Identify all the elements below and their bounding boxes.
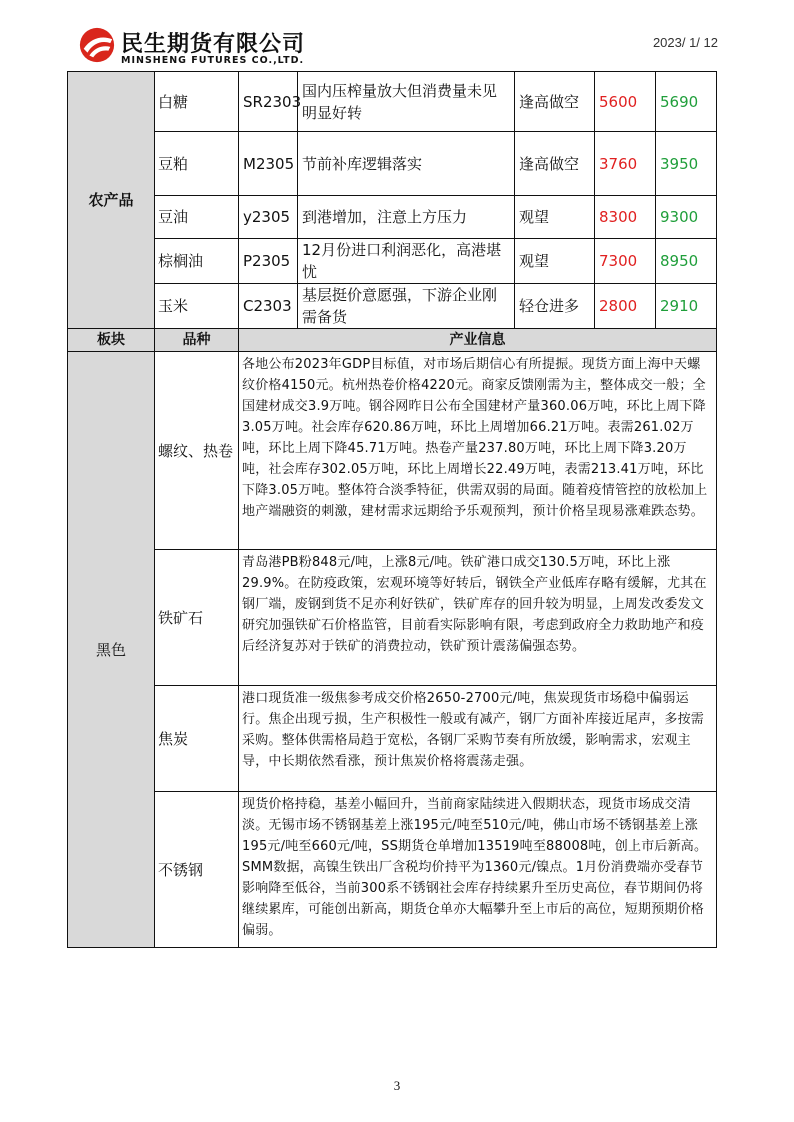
- variety-cell: 豆粕: [155, 132, 239, 196]
- table-row: [68, 352, 717, 550]
- page-header: [0, 0, 794, 72]
- header-sector: 板块: [68, 329, 155, 352]
- strategy-table: [67, 71, 717, 948]
- strategy-cell: 轻仓进多: [515, 284, 595, 329]
- table-row: [68, 72, 717, 132]
- page-number: 3: [393, 1078, 401, 1093]
- sector-cell-black: 黑色: [68, 352, 155, 948]
- price-high: 3950: [656, 132, 717, 196]
- strategy-cell: 逢高做空: [515, 72, 595, 132]
- strategy-cell: 观望: [515, 196, 595, 239]
- variety-cell: 不锈钢: [155, 792, 239, 948]
- header-variety: 品种: [155, 329, 239, 352]
- minsheng-logo-icon: [78, 26, 116, 64]
- contract-code: M2305: [239, 132, 298, 196]
- variety-cell: 螺纹、热卷: [155, 352, 239, 550]
- logic-cell: 节前补库逻辑落实: [298, 132, 515, 196]
- report-date: 2023/ 1/ 12: [652, 35, 718, 50]
- info-cell: 各地公布2023年GDP目标值，对市场后期信心有所提振。现货方面上海中天螺纹价格4150元。杭州热卷价格4220元。商家反馈刚需为主，整体成交一般；全国建材成交3.9万吨。钢谷网昨日公布全国建材产量360.06万吨，环比上周下降3.05万吨。社会库存620.86万吨，环比上周增加66.21万吨。表需261.02万吨，环比上周下降45.71万吨。热卷产量237.80万吨，环比上周下降3.20万吨，社会库存302.05万吨，环比上周增长22.49万吨，表需213.41万吨，环比下降3.05万吨。整体符合淡季特征，供需双弱的局面。随着疫情管控的放松加上地产端融资的刺激，建材需求远期给予乐观预判，预计价格呈现易涨难跌态势。: [239, 352, 717, 550]
- table-row: [68, 284, 717, 329]
- variety-cell: 玉米: [155, 284, 239, 329]
- brand-name-en: MINSHENG FUTURES CO.,LTD.: [121, 55, 305, 66]
- variety-cell: 豆油: [155, 196, 239, 239]
- price-low: 8300: [595, 196, 656, 239]
- variety-cell: 棕榈油: [155, 239, 239, 284]
- logic-cell: 到港增加，注意上方压力: [298, 196, 515, 239]
- table-header-row: [68, 329, 717, 352]
- table-row: [68, 196, 717, 239]
- table-row: [68, 550, 717, 686]
- table-row: [68, 686, 717, 792]
- header-info: 产业信息: [239, 329, 717, 352]
- price-low: 7300: [595, 239, 656, 284]
- table-row: [68, 239, 717, 284]
- logic-cell: 基层挺价意愿强，下游企业刚需备货: [298, 284, 515, 329]
- logic-cell: 12月份进口利润恶化，高港堪忧: [298, 239, 515, 284]
- logic-cell: 国内压榨量放大但消费量未见明显好转: [298, 72, 515, 132]
- price-low: 2800: [595, 284, 656, 329]
- info-cell: 港口现货准一级焦参考成交价格2650-2700元/吨，焦炭现货市场稳中偏弱运行。焦企出现亏损，生产积极性一般或有减产，钢厂方面补库接近尾声，多按需采购。整体供需格局趋于宽松，各钢厂采购节奏有所放缓，影响需求，宏观主导，中长期依然看涨，预计焦炭价格将震荡走强。: [239, 686, 717, 792]
- variety-cell: 白糖: [155, 72, 239, 132]
- info-cell: 青岛港PB粉848元/吨，上涨8元/吨。铁矿港口成交130.5万吨，环比上涨29.9%。在防疫政策，宏观环境等好转后，钢铁全产业低库存略有缓解，尤其在钢厂端，废钢到货不足亦利好铁矿，铁矿库存的回升较为明显，上周发改委发文研究加强铁矿石价格监管，目前看实际影响有限，考虑到政府全力救助地产和疫后经济复苏对于铁矿的消费拉动，铁矿预计震荡偏强态势。: [239, 550, 717, 686]
- strategy-cell: 逢高做空: [515, 132, 595, 196]
- price-low: 5600: [595, 72, 656, 132]
- contract-code: y2305: [239, 196, 298, 239]
- price-high: 8950: [656, 239, 717, 284]
- strategy-cell: 观望: [515, 239, 595, 284]
- brand-name-cn: 民生期货有限公司: [121, 32, 306, 57]
- price-high: 2910: [656, 284, 717, 329]
- table-row: [68, 792, 717, 948]
- price-high: 9300: [656, 196, 717, 239]
- variety-cell: 焦炭: [155, 686, 239, 792]
- price-low: 3760: [595, 132, 656, 196]
- variety-cell: 铁矿石: [155, 550, 239, 686]
- price-high: 5690: [656, 72, 717, 132]
- contract-code: C2303: [239, 284, 298, 329]
- table-row: [68, 132, 717, 196]
- sector-cell-agri: 农产品: [68, 72, 155, 329]
- info-cell: 现货价格持稳，基差小幅回升，当前商家陆续进入假期状态，现货市场成交清淡。无锡市场不锈钢基差上涨195元/吨至510元/吨，佛山市场不锈钢基差上涨195元/吨至660元/吨，SS期货仓单增加13519吨至88008吨，创上市后新高。SMM数据，高镍生铁出厂含税均价持平为1360元/镍点。1月份消费端亦受春节影响降至低谷，当前300系不锈钢社会库存持续累升至历史高位，春节期间仍将继续累库，可能创出新高，期货仓单亦大幅攀升至上市后的高位，短期预期价格偏弱。: [239, 792, 717, 948]
- contract-code: SR2303: [239, 72, 298, 132]
- contract-code: P2305: [239, 239, 298, 284]
